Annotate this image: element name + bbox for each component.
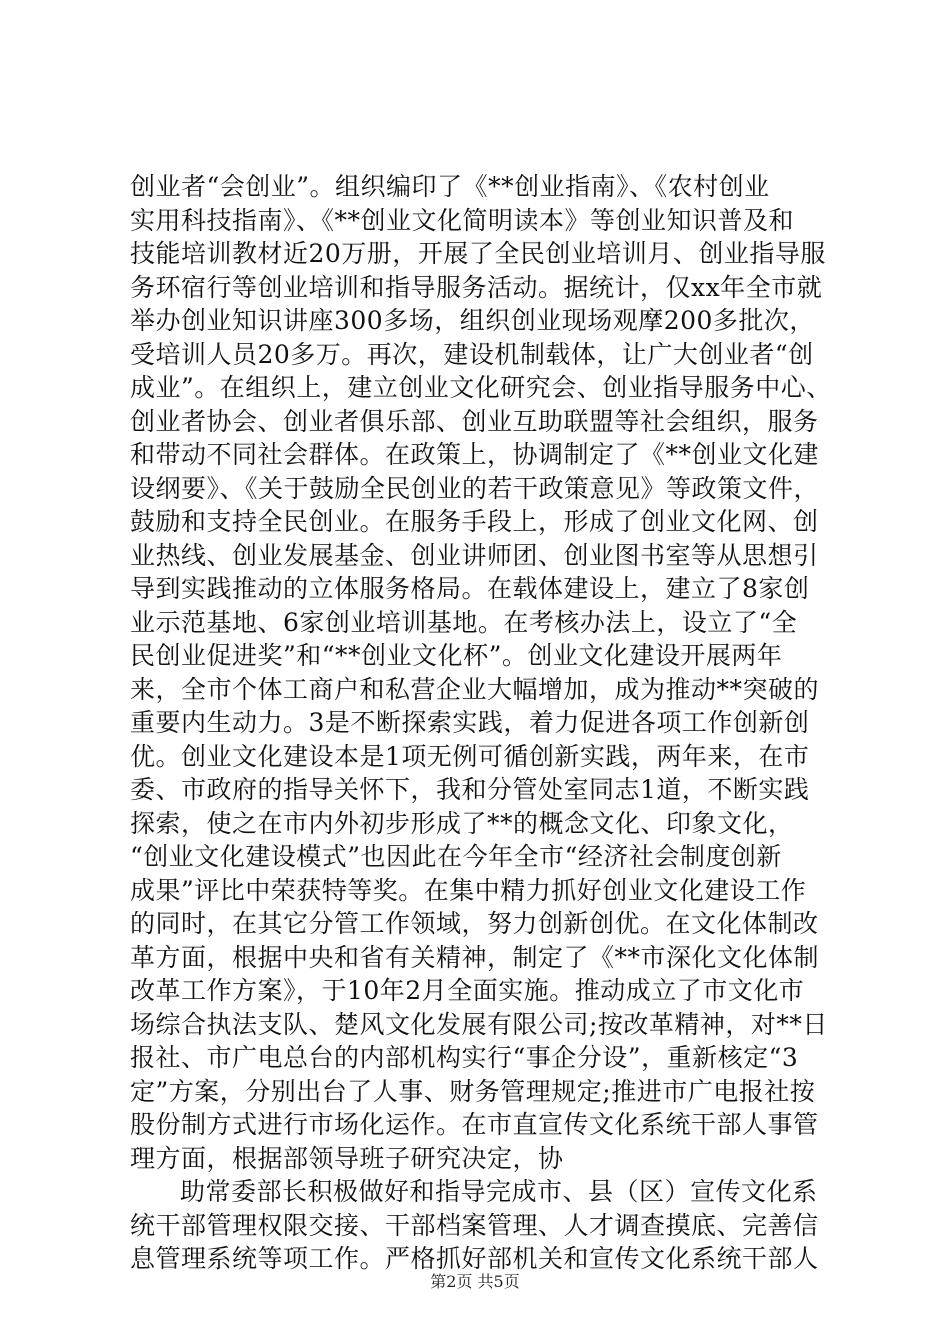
text-line: 优。创业文化建设本是1项无例可循创新实践，两年来，在市 (130, 741, 810, 771)
text-line: 技能培训教材近20万册，开展了全民创业培训月、创业指导服 (130, 239, 826, 268)
text-line: 息管理系统等项工作。严格抓好部机关和宣传文化系统干部人 (130, 1244, 819, 1273)
paragraph-first-line: 助常委部长积极做好和指导完成市、县（区）宣传文化系 (180, 1177, 818, 1206)
text-line: 场综合执法支队、楚风文化发展有限公司;按改革精神，对**日 (130, 1009, 828, 1039)
text-line: 委、市政府的指导关怀下，我和分管处室同志1道，不断实践 (130, 775, 810, 804)
text-line: 报社、市广电总台的内部机构实行“事企分设”，重新核定“3 (130, 1043, 799, 1072)
text-line: 民创业促进奖”和“**创业文化杯”。创业文化建设开展两年 (130, 641, 783, 670)
text-line: 务环宿行等创业培训和指导服务活动。据统计，仅xx年全市就 (130, 272, 823, 302)
text-line: 重要内生动力。3是不断探索实践，着力促进各项工作创新创 (130, 708, 810, 737)
text-line: 改革工作方案》，于10年2月全面实施。推动成立了市文化市 (130, 976, 805, 1005)
text-line: 设纲要》、《关于鼓励全民创业的若干政策意见》等政策文件， (130, 473, 820, 503)
text-line: 革方面，根据中央和省有关精神，制定了《**市深化文化体制 (130, 942, 820, 972)
text-line: 实用科技指南》、《**创业文化简明读本》等创业知识普及和 (130, 205, 795, 235)
text-line: 导到实践推动的立体服务格局。在载体建设上，建立了8家创 (130, 574, 810, 603)
text-line: 来，全市个体工商户和私营企业大幅增加，成为推动**突破的 (130, 674, 820, 704)
page-footer: 第2页 共5页 (430, 1272, 520, 1291)
text-line: 股份制方式进行市场化运作。在市直宣传文化系统干部人事管 (130, 1110, 819, 1139)
text-line: 的同时，在其它分管工作领域，努力创新创优。在文化体制改 (130, 909, 819, 938)
text-line: 理方面，根据部领导班子研究决定，协 (130, 1143, 564, 1173)
text-line: 鼓励和支持全民创业。在服务手段上，形成了创业文化网、创 (130, 507, 819, 536)
text-line: “创业文化建设模式”也因此在今年全市“经济社会制度创新 (130, 842, 782, 871)
text-line: 探索，使之在市内外初步形成了**的概念文化、印象文化， (130, 808, 794, 838)
text-line: 统干部管理权限交接、干部档案管理、人才调查摸底、完善信 (130, 1210, 819, 1240)
text-line: 创业者“会创业”。组织编印了《**创业指南》、《农村创业 (130, 172, 770, 201)
text-line: 成果”评比中荣获特等奖。在集中精力抓好创业文化建设工作 (130, 875, 807, 905)
text-line: 举办创业知识讲座300多场，组织创业现场观摩200多批次， (130, 306, 815, 335)
document-body (130, 170, 830, 1276)
text-line: 定”方案，分别出台了人事、财务管理规定;推进市广电报社按 (130, 1076, 816, 1106)
text-line: 创业者协会、创业者俱乐部、创业互助联盟等社会组织，服务 (130, 406, 819, 436)
text-line: 受培训人员20多万。再次，建设机制载体，让广大创业者“创 (130, 339, 814, 369)
text-line: 业热线、创业发展基金、创业讲师团、创业图书室等从思想引 (130, 540, 819, 570)
text-line: 业示范基地、6家创业培训基地。在考核办法上，设立了“全 (130, 607, 798, 637)
text-line: 和带动不同社会群体。在政策上，协调制定了《**创业文化建 (130, 440, 820, 469)
text-line: 成业”。在组织上，建立创业文化研究会、创业指导服务中心、 (130, 373, 832, 402)
